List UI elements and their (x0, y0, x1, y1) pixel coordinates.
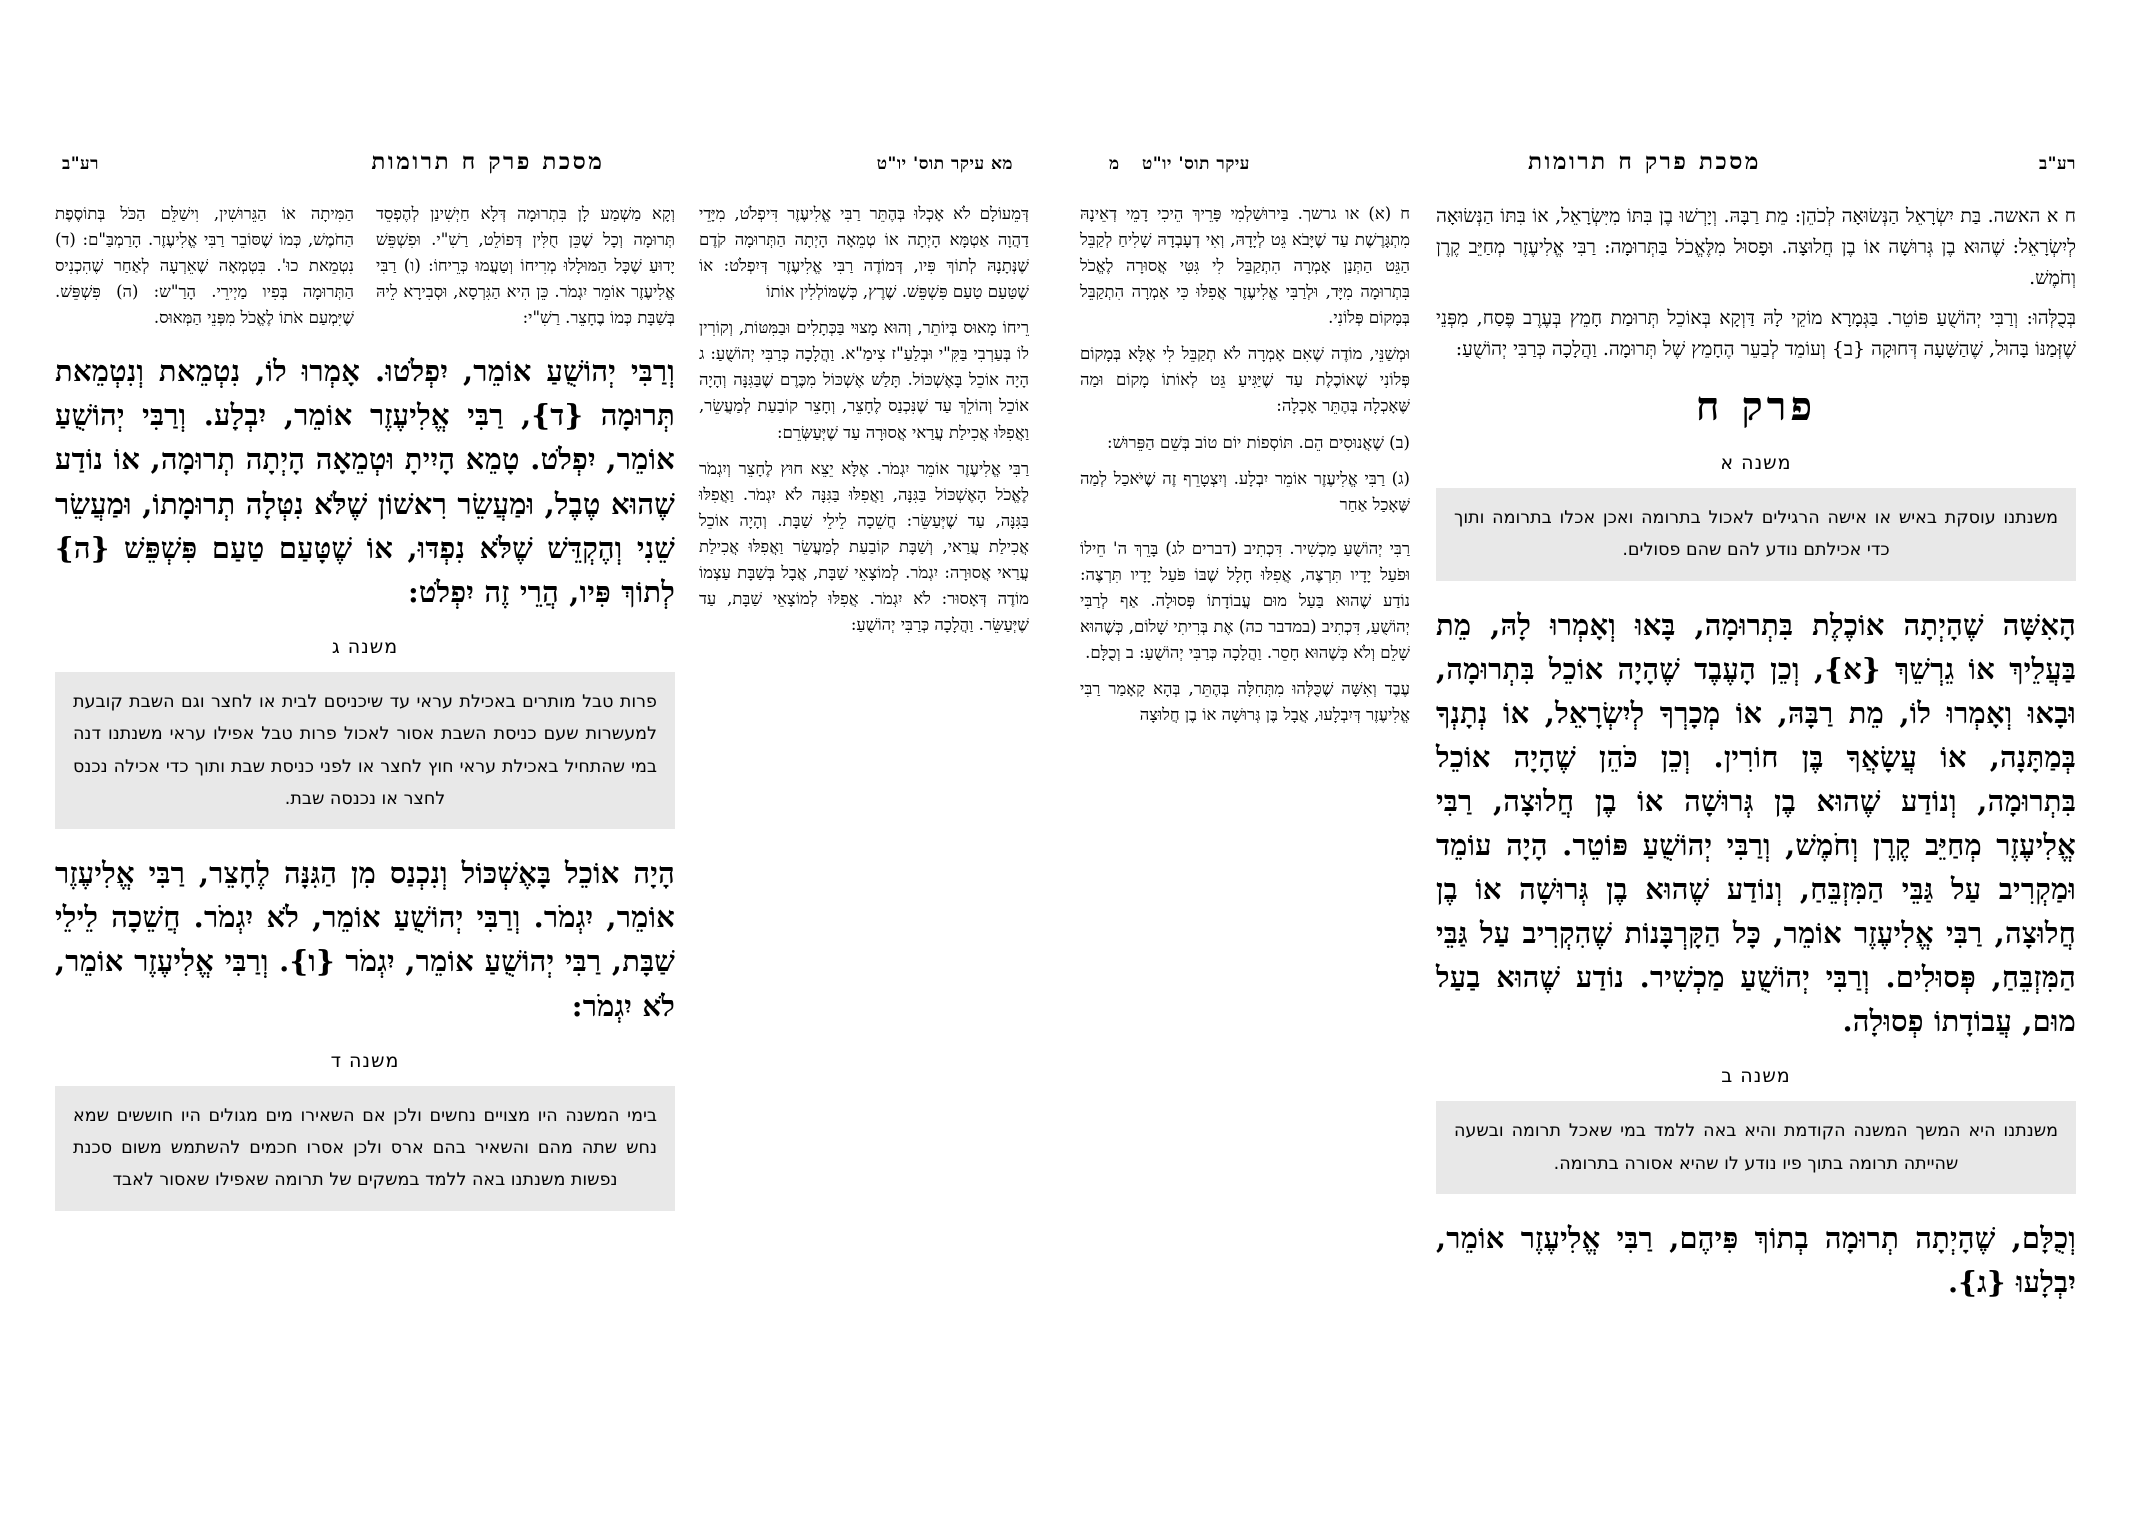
tosafot-left-2: וְקָא מַשְׁמַע לָן בִּתְרוּמָה דְּלָא חַיְשִׁינַן לְהֶפְסֵד תְּרוּמָה וְכָל שֶׁכֵּן חֻלִּין דְּפוֹלֵט, רַשִׁ"י. וּפִשְׁפֵּשׁ יָדוּעַ שֶׁכָּל הַמּוּלָלוּ מְרִיחוֹ וְטַעֲמוּ כְּרֵיחוֹ: (ו) רַבִּי אֱלִיעֶזֶר אוֹמֵר יִגְמֹר. כֵּן הִיא הַגִּרְסָא, וּסְבִירָא לֵיהּ בְּשַׁבָּת כְּמוֹ בֶחָצֵר. רַשִׁ"י: (376, 204, 675, 328)
bartenura-left-3: רַבִּי אֱלִיעֶזֶר אוֹמֵר יִגְמֹר. אֶלָּא יֵצֵא חוּץ לֶחָצֵר וְיִגְמֹר לֶאֱכֹל הָאֶשְׁכּוֹל בַּגִּנָּה, וַאֲפִלּוּ בַּגִּנָּה לֹא יִגְמֹר. וַאֲפִלּוּ בַּגִּנָּה, עַד שֶׁיְּעַשֵּׂר: חֲשֵׁכָה לֵילֵי שַׁבָּת. וְהָיָה אוֹכֵל אֲכִילַת עֲרַאי, וְשַׁבָּת קוֹבַעַת לְמַעֲשֵׂר וַאֲפִלּוּ אֲכִילַת עֲרַאי אֲסוּרָה: יִגְמֹר. לְמוֹצָאֵי שַׁבָּת, אֲבָל בְּשַׁבָּת עַצְמוֹ מוֹדֶה דְּאָסוּר: לֹא יִגְמֹר. אֲפִלּוּ לְמוֹצָאֵי שַׁבָּת, עַד שֶׁיְּעַשֵּׂר. וַהֲלָכָה כְּרַבִּי יְהוֹשֻׁעַ: (699, 458, 1029, 634)
right-main-column (1410, 201, 2076, 1310)
bartenura-left-2: רֵיחוֹ מָאוּס בְּיוֹתֵר, וְהוּא מָצוּי בַּכְּתָלִים וּבַמִּטּוֹת, וְקוֹרִין לוֹ בְּעַרְבִי בַּקִּ"י וּבְלַעַ"ז צִימַ"א. וַהֲלָכָה כְּרַבִּי יְהוֹשֻׁעַ: ג הָיָה אוֹכֵל בָּאֶשְׁכּוֹל. תָּלַשׁ אֶשְׁכּוֹל מִכֶּרֶם שֶׁבַּגִּנָּה וְהָיָה אוֹכֵל וְהוֹלֵךְ עַד שֶׁנִּכְנַס לֶחָצֵר, וְחָצֵר קוֹבַעַת לְמַעֲשֵׂר, וַאֲפִלּוּ אֲכִילַת עֲרַאי אֲסוּרָה עַד שֶׁיְּעַשְּׂרֵם: (699, 318, 1029, 442)
mishna-4-label: משנה ד (330, 1049, 400, 1072)
folio-number-left: מא (991, 154, 1013, 174)
left-page-columns (55, 201, 1029, 1233)
running-head-rav-label: רע"ב (2038, 154, 2076, 174)
bartenura-right-3: רַבִּי יְהוֹשֻׁעַ מַכְשִׁיר. דִּכְתִיב (דברים לג) בָּרֵךְ ה' חֵילוֹ וּפֹעַל יָדָיו תִּרְצֶה, אֲפִלּוּ חָלָל שֶׁבּוֹ פֹּעַל יָדָיו תִּרְצֶה: נוֹדַע שֶׁהוּא בַּעַל מוּם עֲבוֹדָתוֹ פְּסוּלָה. אַף לְרַבִּי יְהוֹשֻׁעַ, דִּכְתִיב (במדבר כה) אֶת בְּרִיתִי שָׁלוֹם, כְּשֶׁהוּא שָׁלֵם וְלֹא כְּשֶׁהוּא חָסֵר. וַהֲלָכָה כְּרַבִּי יְהוֹשֻׁעַ: ב וְכֻלָּם. (1080, 538, 1410, 662)
running-head-left-outer (877, 154, 1029, 174)
left-side-column (699, 201, 1029, 638)
running-head-title: מסכת פרק ח תרומות (1527, 148, 1761, 175)
folio-number-right: מ (1109, 154, 1120, 174)
running-head-rav-label-left: רע"ב (62, 154, 100, 174)
mishna-1-label: משנה א (1720, 451, 1792, 474)
bartenura-right-1: ח א האשה. בַּת יִשְׂרָאֵל הַנְּשׂוּאָה לְכֹהֵן: מֵת רַבָּהּ. וְיָרְשׁוּ בֶן בִּתּוֹ מִיִּשְׂרָאֵל, אוֹ בִּתּוֹ הַנְּשׂוּאָה לְיִשְׂרָאֵל: שֶׁהוּא בֶן גְּרוּשָׁה אוֹ בֶן חֲלוּצָה. וּפָסוּל מִלֶּאֱכֹל בַּתְּרוּמָה: רַבִּי אֱלִיעֶזֶר מְחַיֵּב קֶרֶן וְחֹמֶשׁ. (1436, 205, 2076, 289)
right-page-columns (1080, 201, 2076, 1310)
running-head-title-left: מסכת פרק ח תרומות (371, 148, 605, 175)
left-top-subcolumns (55, 201, 675, 331)
mishna-2-label: משנה ב (1721, 1065, 1791, 1088)
running-head-right-outer (1109, 154, 1250, 174)
bartenura-right-4: עֶבֶד וְאִשָּׁה שֶׁכֻּלְּהוּ מִתְּחִלָּה בְּהֶתֵּר, בְּהָא קָאָמַר רַבִּי אֱלִיעֶזֶר דְּיִבְלָעוּ, אֲבָל בֶּן גְּרוּשָׁה אוֹ בֶן חֲלוּצָה (1080, 679, 1410, 725)
running-head-left (62, 148, 1029, 175)
running-head-right (1109, 148, 2076, 175)
left-top-subcol-b (376, 201, 675, 331)
mishna-3-label: משנה ג (331, 635, 399, 658)
mishna-3-text: הָיָה אוֹכֵל בָּאֶשְׁכּוֹל וְנִכְנַס מִן הַגִּנָּה לֶחָצֵר, רַבִּי אֱלִיעֶזֶר אוֹמֵר, יִגְמֹר. וְרַבִּי יְהוֹשֻׁעַ אוֹמֵר, לֹא יִגְמֹר. חֲשֵׁכָה לֵילֵי שַׁבָּת, רַבִּי יְהוֹשֻׁעַ אוֹמֵר, יִגְמֹר {ו}. וְרַבִּי אֱלִיעֶזֶר אוֹמֵר, לֹא יִגְמֹר: (55, 856, 675, 1023)
running-head-tosafot-label: עיקר תוס' יו"ט (1142, 154, 1250, 174)
left-main-column (55, 201, 699, 1233)
bartenura-right-2: בְּכֻלְּהוּ: וְרַבִּי יְהוֹשֻׁעַ פּוֹטֵר. בַּגְּמָרָא מוֹקֵי לָהּ דַּוְקָא בְּאוֹכֵל תְּרוּמַת חָמֵץ בְּעֶרֶב פֶּסַח, מִפְּנֵי שֶׁזְּמַנּוֹ בָּהוּל, שֶׁהַשָּׁעָה דְּחוּקָה {ב} וְעוֹמֵד לְבַעֵר הֶחָמֵץ שֶׁל תְּרוּמָה. וַהֲלָכָה כְּרַבִּי יְהוֹשֻׁעַ: (1436, 307, 2076, 361)
mishna-2-text: וְכֻלָּם, שֶׁהָיְתָה תְרוּמָה בְתוֹךְ פִּיהֶם, רַבִּי אֱלִיעֶזֶר אוֹמֵר, יִבְלָעוּ {ג}. (1436, 1221, 2076, 1300)
bartenura-left-1: דְּמֵעוֹלָם לֹא אָכְלוּ בְּהֶתֵּר רַבִּי אֱלִיעֶזֶר דִּיפְלֹט, מִיָּדֵי דַהֲוָה אַטְמָּא הָיְתָה אוֹ טְמֵאָה הָיְתָה הַתְּרוּמָה קֹדֶם שֶׁנְּתָנָהּ לְתוֹךְ פִּיו, דְּמוֹדֶה רַבִּי אֱלִיעֶזֶר דְּיִפְלֹט: אוֹ שֶׁטַּעַם טַעַם פִּשְׁפֵּשׁ. שֶׁרֶץ, כְּשֶׁמּוֹלְלִין אוֹתוֹ (699, 204, 1029, 302)
running-head-left-inner (62, 154, 99, 174)
chapter-title: פרק ח (1695, 382, 1817, 430)
mishna-2-note-box: משנתנו היא המשך המשנה הקודמת והיא באה ללמד במי שאכל תרומה ובשעה שהייתה תרומה בתוך פיו נודע לו שהיא אסורה בתרומה. (1436, 1101, 2076, 1194)
mishna-1-note-box: משנתנו עוסקת באיש או אישה הרגילים לאכול בתרומה ואכן אכלו בתרומה ותוך כדי אכילתם נודע להם שהם פסולים. (1436, 488, 2076, 581)
mishna-2-cont-text: וְרַבִּי יְהוֹשֻׁעַ אוֹמֵר, יִפְלֹטוּ. אָמְרוּ לוֹ, נִטְמֵאת וְנִטְמֵאת תְּרוּמָה {ד}, רַבִּי אֱלִיעֶזֶר אוֹמֵר, יִבְלָע. וְרַבִּי יְהוֹשֻׁעַ אוֹמֵר, יִפְלֹט. טָמֵא הָיִיתָ וּטְמֵאָה הָיְתָה תְרוּמָה, אוֹ נוֹדַע שֶׁהוּא טֶבֶל, וּמַעֲשֵׂר רִאשׁוֹן שֶׁלֹּא נִטְּלָה תְרוּמָתוֹ, וּמַעֲשֵׂר שֵׁנִי וְהֶקְדֵּשׁ שֶׁלֹּא נִפְדּוּ, אוֹ שֶׁטָּעַם טַעַם פִּשְׁפֵּשׁ {ה} לְתוֹךְ פִּיו, הֲרֵי זֶה יִפְלֹט: (55, 354, 675, 609)
right-side-column (1080, 201, 1410, 728)
mishna-1-text: הָאִשָּׁה שֶׁהָיְתָה אוֹכֶלֶת בִּתְרוּמָה, בָּאוּ וְאָמְרוּ לָהּ, מֵת בַּעֲלֵיךְ אוֹ גֵרְשֵׁךְ {א}, וְכֵן הָעֶבֶד שֶׁהָיָה אוֹכֵל בִּתְרוּמָה, וּבָאוּ וְאָמְרוּ לוֹ, מֵת רַבָּהּ, אוֹ מְכָרְךָ לְיִשְׂרָאֵל, אוֹ נְתָנְךָ בְּמַתָּנָה, אוֹ עֲשָׂאֲךָ בֶּן חוֹרִין. וְכֵן כֹּהֵן שֶׁהָיָה אוֹכֵל בִּתְרוּמָה, וְנוֹדַע שֶׁהוּא בֶן גְּרוּשָׁה אוֹ בֶן חֲלוּצָה, רַבִּי אֱלִיעֶזֶר מְחַיֵּב קֶרֶן וְחֹמֶשׁ, וְרַבִּי יְהוֹשֻׁעַ פּוֹטֵר. הָיָה עוֹמֵד וּמַקְרִיב עַל גַּבֵּי הַמִּזְבֵּחַ, וְנוֹדַע שֶׁהוּא בֶן גְּרוּשָׁה אוֹ בֶן חֲלוּצָה, רַבִּי אֱלִיעֶזֶר אוֹמֵר, כָּל הַקָּרְבָּנוֹת שֶׁהִקְרִיב עַל גַּבֵּי הַמִּזְבֵּחַ, פְּסוּלִים. וְרַבִּי יְהוֹשֻׁעַ מַכְשִׁיר. נוֹדַע שֶׁהוּא בַעַל מוּם, עֲבוֹדָתוֹ פְסוּלָה. (1436, 607, 2076, 1039)
tosafot-right-3: (ב) שֶׁאֲנוּסִים הֵם. תּוֹסְפוֹת יוֹם טוֹב בְּשֵׁם הַפֵּרוּשׁ: (1107, 432, 1410, 452)
running-head-tosafot-label-left: עיקר תוס' יו"ט (876, 154, 985, 174)
tosafot-right-2: וּמְשַׁנֵּי, מוֹדֶה שֶׁאִם אָמְרָה לֹא תְקַבֵּל לִי אֶלָּא בְּמָקוֹם פְּלוֹנִי שֶׁאוֹכֶלֶת עַד שֶׁיַּגִּיעַ גֵּט לְאוֹתוֹ מָקוֹם וּמַה שֶּׁאָכְלָה בְּהֶתֵּר אָכְלָה: (1080, 344, 1410, 416)
page-right (1069, 0, 2138, 1535)
running-head-right-inner (2039, 154, 2076, 174)
mishna-3-note-box: פרות טבל מותרים באכילת עראי עד שיכניסם לבית או לחצר וגם השבת קובעת למעשרות שעם כניסת השבת אסור לאכול פרות טבל אפילו עראי משנתנו דנה במי שהתחיל באכילת עראי חוץ לחצר או לפני כניסת שבת ותוך כדי אכילה נכנס לחצר או נכנסה שבת. (55, 672, 675, 830)
left-top-subcol-a (55, 201, 354, 331)
tosafot-right-4: (ג) רַבִּי אֱלִיעֶזֶר אוֹמֵר יִבְלָע. וְיִצְטָרֵף זֶה שֶׁיֹּאכַל לְמַה שֶּׁאָכַל אַחַר (1080, 468, 1410, 514)
tosafot-right-1: ח (א) או גרשך. בַּירוּשַׁלְמִי פָּרֵיךְ הֵיכִי דָמֵי דְאֵינָהּ מִתְגָּרֶשֶׁת עַד שֶׁיָּבֹא גֵּט לְיָדָהּ, וְאִי דְעָבְדָהּ שָׁלִיחַ לְקַבֵּל הַגֵּט הַתְּנַן אָמְרָה הִתְקַבֵּל לִי גִּטִּי אֲסוּרָה לֶאֱכֹל בִּתְרוּמָה מִיָּד, וּלְרַבִּי אֱלִיעֶזֶר אֲפִלּוּ כִּי אָמְרָה הִתְקַבֵּל בְּמָקוֹם פְּלוֹנִי. (1080, 204, 1410, 328)
tosafot-left-1: הַמִּיתָה אוֹ הַגֵּרוּשִׁין, וִישַׁלֵּם הַכֹּל בְּתוֹסֶפֶת הַחֹמֶשׁ, כְּמוֹ שֶׁסּוֹבֵר רַבִּי אֱלִיעֶזֶר. הָרַמְבַּ"ם: (ד) נִטְמֵאת כוּ'. בִּטְמְאָה שֶׁאֵרְעָה לְאַחַר שֶׁהִכְנִיס הַתְּרוּמָה בְּפִיו מַיְירֵי. הָרַ"ש: (ה) פִּשְׁפֵּשׁ. שֶׁיִּמְעַם אֹתוֹ לֶאֱכֹל מִפְּנֵי הַמְּאוּס. (55, 204, 354, 328)
mishna-4-note-box: בימי המשנה היו מצויים נחשים ולכן אם השאירו מים מגולים היו חוששים שמא נחש שתה מהם והשאיר בהם ארס ולכן אסרו חכמים להשתמש משום סכנת נפשות משנתנו באה ללמד במשקים של תרומה שאפילו שאסור לאבד (55, 1086, 675, 1211)
